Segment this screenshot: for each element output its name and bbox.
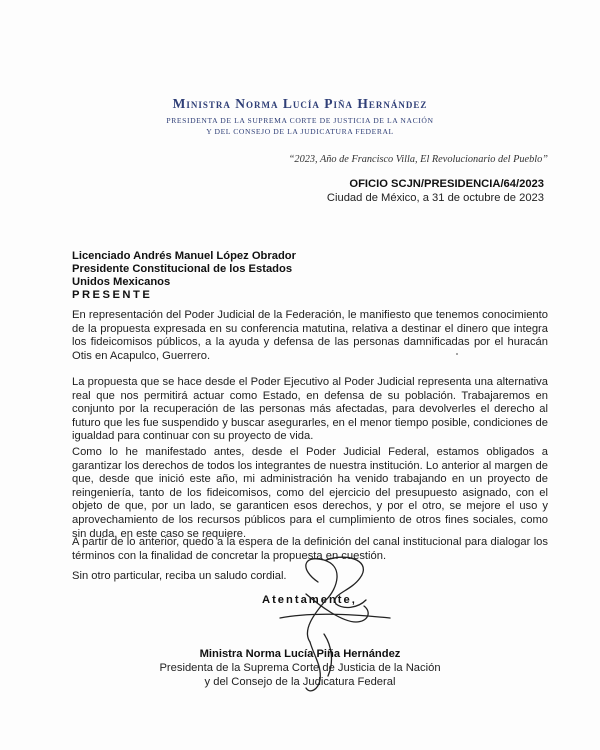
body-paragraph-4: A partir de lo anterior, quedo a la espera de la definición del canal institucional para dialogar los términos con la finalidad de concretar la propuesta en cuestión. (72, 536, 548, 562)
signatory-role-line-2: y del Consejo de la Judicatura Federal (204, 676, 396, 688)
body-paragraph-5: Sin otro particular, reciba un saludo cordial. (72, 570, 287, 582)
addressee-presente: PRESENTE (72, 289, 153, 301)
signatory-name: Ministra Norma Lucía Piña Hernández (199, 648, 401, 660)
letterhead-title-line-2: Y DEL CONSEJO DE LA JUDICATURA FEDERAL (206, 127, 394, 136)
closing-salutation: Atentamente, (262, 594, 357, 606)
body-paragraph-1: En representación del Poder Judicial de la Federación, le manifiesto que tenemos conocimiento de la propuesta expresada en su conferencia matutina, relativa a destinar el dinero que integra los fideicomisos públicos, a la ayuda y defensa de las personas damnificadas por el huracán Otis en Acapulco, Guerrero. (72, 309, 548, 362)
letterhead-name: Ministra Norma Lucía Piña Hernández (172, 96, 428, 111)
addressee-line-3: Unidos Mexicanos (72, 276, 171, 288)
letterhead-title-line-1: PRESIDENTA DE LA SUPREMA CORTE DE JUSTICIA DE LA NACIÓN (166, 116, 434, 125)
addressee-line-1: Licenciado Andrés Manuel López Obrador (72, 250, 296, 262)
year-motto: “2023, Año de Francisco Villa, El Revolucionario del Pueblo” (288, 154, 548, 165)
body-paragraph-3: Como lo he manifestado antes, desde el Poder Judicial Federal, estamos obligados a garantizar los derechos de todos los integrantes de nuestra institución. Lo anterior al margen de que, desde que inició este año, mi administración ha venido trabajando en un proyecto de reingeniería, tanto de los fideicomisos, como del ejercicio del presupuesto asignado, con el objeto de que, por un lado, se garanticen esos derechos, y por el otro, se mejore el uso y aprovechamiento de los recursos públicos para el cumplimiento de otros fines sociales, como sin duda, en este caso se requiere. (72, 446, 548, 540)
body-paragraph-2: La propuesta que se hace desde el Poder Ejecutivo al Poder Judicial representa una alternativa real que nos permitirá actuar como Estado, en defensa de su población. Trabajaremos en conjunto por la recuperación de las personas más afectadas, para devolverles el derecho al futuro que les fue suspendido y buscar asegurarles, en el menor tiempo posible, condiciones de igualdad para continuar con su proyecto de vida. (72, 376, 548, 443)
document-number: OFICIO SCJN/PRESIDENCIA/64/2023 (349, 178, 544, 190)
paper-speck (456, 353, 458, 355)
addressee-line-2: Presidente Constitucional de los Estados (72, 263, 293, 275)
signatory-role-line-1: Presidenta de la Suprema Corte de Justicia de la Nación (159, 662, 441, 674)
place-and-date: Ciudad de México, a 31 de octubre de 2023 (326, 192, 544, 204)
